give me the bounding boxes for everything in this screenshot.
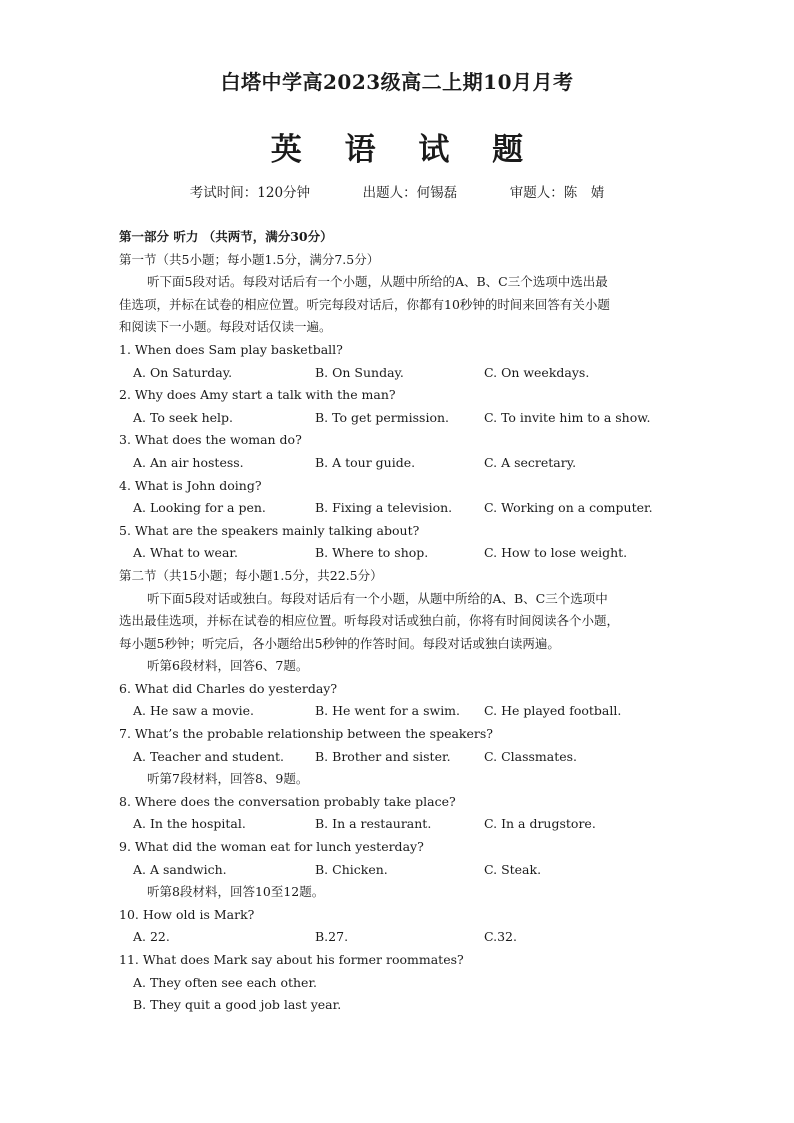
option-a: A. An air hostess. — [133, 454, 244, 470]
question-stem: 2. Why does Amy start a talk with the man? — [119, 387, 396, 403]
option-b: B. To get permission. — [315, 409, 449, 425]
question-stem: 4. What is John doing? — [119, 477, 262, 493]
question-options — [119, 859, 689, 882]
option-a: A. He saw a movie. — [133, 703, 255, 719]
option-a: A. They often see each other. — [133, 974, 318, 990]
school-title: 白塔中学高2023级高二上期10月月考 — [220, 70, 574, 94]
instruction-line: 听下面5段对话。每段对话后有一个小题，从题中所给的A、B、C三个选项中选出最 — [147, 274, 608, 290]
option-c: C. In a drugstore. — [484, 816, 596, 832]
subject-title: 英 语 试 题 — [270, 132, 540, 168]
option-a: A. What to wear. — [133, 545, 238, 561]
option-b: B. In a restaurant. — [315, 816, 432, 832]
option-b: B.27. — [315, 929, 349, 945]
question-stem: 11. What does Mark say about his former roommates? — [119, 952, 464, 967]
option-b: B. On Sunday. — [315, 364, 404, 380]
section1-heading: 第一节（共5小题；每小题1.5分，满分7.5分） — [119, 251, 380, 267]
option-b: B. Fixing a television. — [315, 500, 453, 516]
option-c: C. He played football. — [484, 703, 622, 719]
section2-heading: 第二节（共15小题；每小题1.5分，共22.5分） — [119, 567, 383, 583]
exam-meta — [0, 181, 794, 201]
option-b: B. He went for a swim. — [315, 703, 461, 719]
section1-instructions — [119, 271, 689, 339]
question-options — [119, 542, 689, 565]
question-options — [119, 813, 689, 836]
option-a: A. Teacher and student. — [133, 748, 285, 764]
part1-heading: 第一部分 听力 （共两节，满分30分） — [119, 229, 333, 244]
section2-instructions — [119, 588, 689, 656]
option-a: A. In the hospital. — [133, 816, 246, 832]
option-c: C.32. — [484, 929, 517, 945]
question-options — [119, 700, 689, 723]
option-b: B. Brother and sister. — [315, 748, 451, 764]
question-stem: 10. How old is Mark? — [119, 906, 255, 922]
option-b: B. Where to shop. — [315, 545, 429, 561]
question-options — [119, 452, 689, 475]
question-stem: 8. Where does the conversation probably take place? — [119, 793, 456, 809]
material-note: 听第7段材料，回答8、9题。 — [147, 771, 309, 787]
question-options — [119, 407, 689, 430]
reviewer: 审题人：陈 婧 — [509, 185, 605, 201]
option-c: C. To invite him to a show. — [484, 409, 651, 425]
option-a: A. On Saturday. — [133, 364, 233, 380]
instruction-line: 佳选项，并标在试卷的相应位置。听完每段对话后，你都有10秒钟的时间来回答有关小题 — [119, 296, 610, 312]
option-b: B. They quit a good job last year. — [133, 997, 342, 1013]
question-stem: 3. What does the woman do? — [119, 432, 302, 448]
option-c: C. Working on a computer. — [484, 500, 653, 516]
question-options — [119, 926, 689, 949]
material-note: 听第8段材料，回答10至12题。 — [147, 884, 325, 900]
question-options — [119, 746, 689, 769]
question-options — [119, 497, 689, 520]
question-stem: 5. What are the speakers mainly talking about? — [119, 522, 420, 538]
option-a: A. Looking for a pen. — [133, 500, 266, 516]
question-options — [119, 362, 689, 385]
instruction-line: 每小题5秒钟；听完后，各小题给出5秒钟的作答时间。每段对话或独白读两遍。 — [119, 635, 560, 651]
instruction-line: 和阅读下一小题。每段对话仅读一遍。 — [119, 319, 332, 335]
question-option-b-row — [119, 994, 689, 1017]
option-c: C. Classmates. — [484, 748, 578, 764]
option-c: C. Steak. — [484, 861, 542, 877]
option-c: C. How to lose weight. — [484, 545, 628, 561]
option-c: C. On weekdays. — [484, 364, 590, 380]
question-setter: 出题人：何锡磊 — [362, 185, 458, 201]
question-stem: 9. What did the woman eat for lunch yesterday? — [119, 839, 424, 855]
instruction-line: 选出最佳选项，并标在试卷的相应位置。听每段对话或独白前，你将有时间阅读各个小题， — [119, 613, 620, 629]
exam-content — [119, 226, 689, 1017]
question-stem: 1. When does Sam play basketball? — [119, 341, 343, 357]
option-a: A. To seek help. — [133, 409, 234, 425]
option-c: C. A secretary. — [484, 454, 577, 470]
question-option-a-row — [119, 972, 689, 995]
option-b: B. A tour guide. — [315, 454, 416, 470]
question-stem: 6. What did Charles do yesterday? — [119, 680, 338, 696]
exam-time: 考试时间：120分钟 — [189, 185, 311, 201]
option-a: A. 22. — [133, 929, 170, 945]
material-note: 听第6段材料，回答6、7题。 — [147, 658, 309, 674]
option-b: B. Chicken. — [315, 861, 388, 877]
instruction-line: 听下面5段对话或独白。每段对话后有一个小题，从题中所给的A、B、C三个选项中 — [147, 590, 608, 606]
option-a: A. A sandwich. — [133, 861, 227, 877]
question-stem: 7. What’s the probable relationship between the speakers? — [119, 726, 493, 742]
